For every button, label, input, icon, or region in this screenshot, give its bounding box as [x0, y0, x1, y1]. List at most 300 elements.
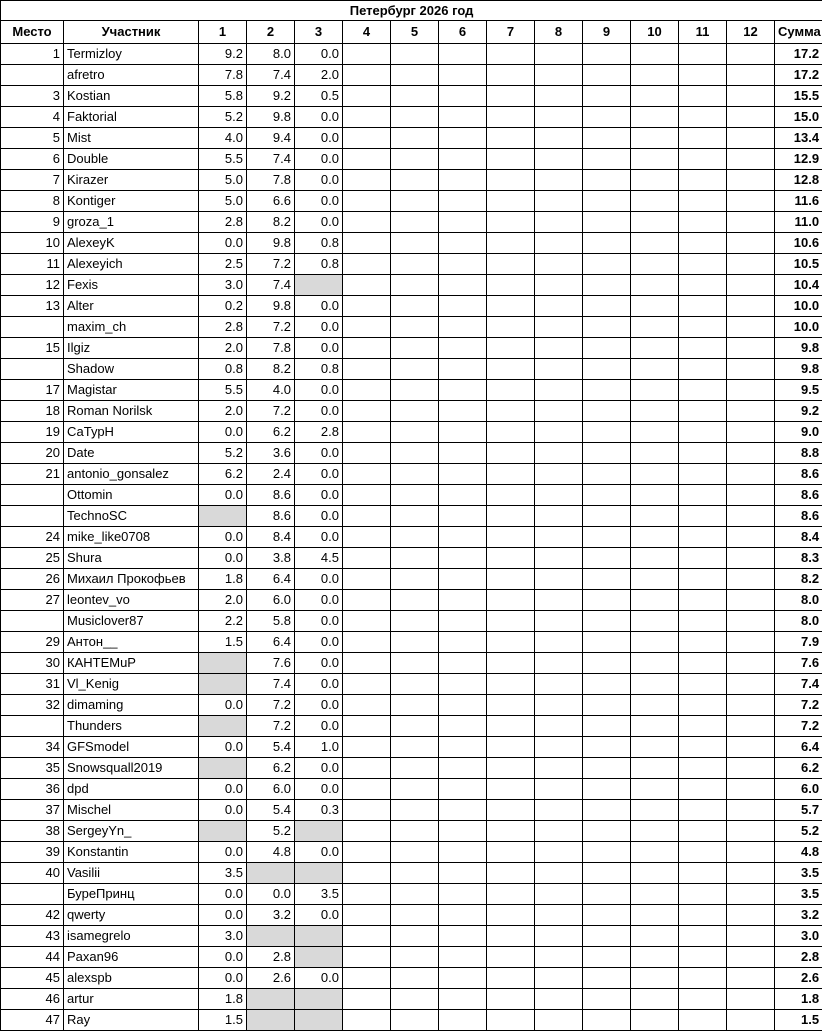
- round-4-cell[interactable]: [343, 506, 391, 527]
- round-11-cell[interactable]: [679, 212, 727, 233]
- round-8-cell[interactable]: [535, 422, 583, 443]
- round-8-cell[interactable]: [535, 44, 583, 65]
- round-9-cell[interactable]: [583, 380, 631, 401]
- round-11-cell[interactable]: [679, 548, 727, 569]
- round-8-cell[interactable]: [535, 275, 583, 296]
- round-7-cell[interactable]: [487, 863, 535, 884]
- round-5-cell[interactable]: [391, 884, 439, 905]
- round-3-cell[interactable]: 0.0: [295, 590, 343, 611]
- round-5-cell[interactable]: [391, 233, 439, 254]
- round-2-cell[interactable]: 7.6: [247, 653, 295, 674]
- round-5-cell[interactable]: [391, 947, 439, 968]
- round-6-cell[interactable]: [439, 632, 487, 653]
- round-12-cell[interactable]: [727, 611, 775, 632]
- round-1-cell[interactable]: 4.0: [199, 128, 247, 149]
- round-9-cell[interactable]: [583, 527, 631, 548]
- round-2-cell[interactable]: 7.8: [247, 338, 295, 359]
- round-9-cell[interactable]: [583, 590, 631, 611]
- participant-cell[interactable]: Антон__: [64, 632, 199, 653]
- round-5-cell[interactable]: [391, 695, 439, 716]
- round-8-cell[interactable]: [535, 254, 583, 275]
- round-10-cell[interactable]: [631, 590, 679, 611]
- round-2-cell[interactable]: 0.0: [247, 884, 295, 905]
- round-10-cell[interactable]: [631, 968, 679, 989]
- round-10-cell[interactable]: [631, 212, 679, 233]
- round-2-cell[interactable]: 7.4: [247, 275, 295, 296]
- round-10-cell[interactable]: [631, 191, 679, 212]
- round-12-cell[interactable]: [727, 128, 775, 149]
- round-11-cell[interactable]: [679, 674, 727, 695]
- round-11-cell[interactable]: [679, 296, 727, 317]
- round-11-cell[interactable]: [679, 401, 727, 422]
- round-9-cell[interactable]: [583, 968, 631, 989]
- round-3-cell[interactable]: 0.0: [295, 905, 343, 926]
- round-6-cell[interactable]: [439, 443, 487, 464]
- round-2-cell[interactable]: 7.8: [247, 170, 295, 191]
- round-11-cell[interactable]: [679, 359, 727, 380]
- place-cell[interactable]: 5: [1, 128, 64, 149]
- round-8-cell[interactable]: [535, 611, 583, 632]
- place-cell[interactable]: 34: [1, 737, 64, 758]
- round-6-cell[interactable]: [439, 527, 487, 548]
- participant-cell[interactable]: Ray: [64, 1010, 199, 1031]
- round-2-cell[interactable]: [247, 926, 295, 947]
- participant-cell[interactable]: maxim_ch: [64, 317, 199, 338]
- round-9-cell[interactable]: [583, 884, 631, 905]
- round-10-cell[interactable]: [631, 527, 679, 548]
- round-1-cell[interactable]: 0.0: [199, 905, 247, 926]
- round-4-cell[interactable]: [343, 86, 391, 107]
- participant-cell[interactable]: dpd: [64, 779, 199, 800]
- round-12-cell[interactable]: [727, 107, 775, 128]
- round-2-cell[interactable]: 6.0: [247, 590, 295, 611]
- round-11-cell[interactable]: [679, 590, 727, 611]
- round-12-cell[interactable]: [727, 506, 775, 527]
- round-10-cell[interactable]: [631, 170, 679, 191]
- round-4-cell[interactable]: [343, 485, 391, 506]
- round-3-cell[interactable]: 0.0: [295, 674, 343, 695]
- round-2-cell[interactable]: 6.6: [247, 191, 295, 212]
- round-10-cell[interactable]: [631, 1010, 679, 1031]
- sum-cell[interactable]: 2.8: [775, 947, 822, 968]
- round-3-cell[interactable]: 0.0: [295, 296, 343, 317]
- round-10-cell[interactable]: [631, 632, 679, 653]
- round-11-cell[interactable]: [679, 254, 727, 275]
- round-8-cell[interactable]: [535, 191, 583, 212]
- round-3-cell[interactable]: [295, 947, 343, 968]
- round-2-cell[interactable]: 6.4: [247, 632, 295, 653]
- round-1-cell[interactable]: 0.8: [199, 359, 247, 380]
- round-7-cell[interactable]: [487, 548, 535, 569]
- round-10-cell[interactable]: [631, 254, 679, 275]
- round-11-cell[interactable]: [679, 485, 727, 506]
- round-7-cell[interactable]: [487, 275, 535, 296]
- round-7-cell[interactable]: [487, 401, 535, 422]
- round-2-cell[interactable]: 8.2: [247, 359, 295, 380]
- round-3-cell[interactable]: 0.0: [295, 380, 343, 401]
- round-12-cell[interactable]: [727, 737, 775, 758]
- round-8-cell[interactable]: [535, 632, 583, 653]
- round-11-cell[interactable]: [679, 926, 727, 947]
- round-6-cell[interactable]: [439, 128, 487, 149]
- round-8-cell[interactable]: [535, 527, 583, 548]
- participant-cell[interactable]: AlexeyK: [64, 233, 199, 254]
- round-6-cell[interactable]: [439, 359, 487, 380]
- round-9-cell[interactable]: [583, 779, 631, 800]
- place-cell[interactable]: 4: [1, 107, 64, 128]
- participant-cell[interactable]: Magistar: [64, 380, 199, 401]
- sum-cell[interactable]: 8.4: [775, 527, 822, 548]
- place-cell[interactable]: 38: [1, 821, 64, 842]
- round-11-cell[interactable]: [679, 317, 727, 338]
- round-2-cell[interactable]: 5.8: [247, 611, 295, 632]
- round-6-cell[interactable]: [439, 695, 487, 716]
- round-5-cell[interactable]: [391, 1010, 439, 1031]
- sum-cell[interactable]: 7.2: [775, 695, 822, 716]
- round-8-cell[interactable]: [535, 695, 583, 716]
- round-10-cell[interactable]: [631, 65, 679, 86]
- round-2-cell[interactable]: 6.4: [247, 569, 295, 590]
- round-3-cell[interactable]: 0.0: [295, 191, 343, 212]
- round-9-cell[interactable]: [583, 422, 631, 443]
- place-cell[interactable]: 29: [1, 632, 64, 653]
- round-5-cell[interactable]: [391, 170, 439, 191]
- round-7-cell[interactable]: [487, 1010, 535, 1031]
- sum-cell[interactable]: 12.9: [775, 149, 822, 170]
- round-2-cell[interactable]: 7.2: [247, 716, 295, 737]
- round-8-cell[interactable]: [535, 737, 583, 758]
- round-10-cell[interactable]: [631, 338, 679, 359]
- round-3-cell[interactable]: [295, 821, 343, 842]
- sum-cell[interactable]: 8.3: [775, 548, 822, 569]
- round-3-cell[interactable]: 0.8: [295, 254, 343, 275]
- participant-cell[interactable]: Termizloy: [64, 44, 199, 65]
- round-10-cell[interactable]: [631, 317, 679, 338]
- sum-cell[interactable]: 15.0: [775, 107, 822, 128]
- round-8-cell[interactable]: [535, 653, 583, 674]
- round-5-cell[interactable]: [391, 338, 439, 359]
- place-cell[interactable]: 31: [1, 674, 64, 695]
- participant-cell[interactable]: Ottomin: [64, 485, 199, 506]
- round-1-cell[interactable]: 5.2: [199, 443, 247, 464]
- round-8-cell[interactable]: [535, 1010, 583, 1031]
- round-1-cell[interactable]: 5.0: [199, 170, 247, 191]
- participant-cell[interactable]: artur: [64, 989, 199, 1010]
- round-12-cell[interactable]: [727, 254, 775, 275]
- round-7-cell[interactable]: [487, 779, 535, 800]
- sum-cell[interactable]: 6.4: [775, 737, 822, 758]
- participant-cell[interactable]: Konstantin: [64, 842, 199, 863]
- round-1-cell[interactable]: 1.5: [199, 1010, 247, 1031]
- round-10-cell[interactable]: [631, 947, 679, 968]
- round-1-cell[interactable]: 2.0: [199, 401, 247, 422]
- round-1-cell[interactable]: 0.0: [199, 779, 247, 800]
- round-7-cell[interactable]: [487, 149, 535, 170]
- round-3-cell[interactable]: 0.0: [295, 611, 343, 632]
- round-5-cell[interactable]: [391, 926, 439, 947]
- sum-cell[interactable]: 9.8: [775, 359, 822, 380]
- round-1-cell[interactable]: 1.8: [199, 569, 247, 590]
- place-cell[interactable]: 19: [1, 422, 64, 443]
- round-4-cell[interactable]: [343, 716, 391, 737]
- round-6-cell[interactable]: [439, 905, 487, 926]
- round-6-cell[interactable]: [439, 86, 487, 107]
- round-9-cell[interactable]: [583, 464, 631, 485]
- round-12-cell[interactable]: [727, 674, 775, 695]
- round-2-cell[interactable]: 3.6: [247, 443, 295, 464]
- round-12-cell[interactable]: [727, 716, 775, 737]
- round-4-cell[interactable]: [343, 989, 391, 1010]
- round-2-cell[interactable]: 6.0: [247, 779, 295, 800]
- round-5-cell[interactable]: [391, 149, 439, 170]
- round-12-cell[interactable]: [727, 464, 775, 485]
- round-11-cell[interactable]: [679, 170, 727, 191]
- round-12-cell[interactable]: [727, 590, 775, 611]
- round-1-cell[interactable]: [199, 674, 247, 695]
- round-2-cell[interactable]: [247, 989, 295, 1010]
- round-5-cell[interactable]: [391, 254, 439, 275]
- round-1-cell[interactable]: 0.0: [199, 800, 247, 821]
- round-4-cell[interactable]: [343, 380, 391, 401]
- round-7-cell[interactable]: [487, 506, 535, 527]
- round-6-cell[interactable]: [439, 800, 487, 821]
- round-11-cell[interactable]: [679, 464, 727, 485]
- round-11-cell[interactable]: [679, 149, 727, 170]
- round-4-cell[interactable]: [343, 527, 391, 548]
- sum-cell[interactable]: 12.8: [775, 170, 822, 191]
- round-1-cell[interactable]: 0.0: [199, 842, 247, 863]
- round-2-cell[interactable]: 9.4: [247, 128, 295, 149]
- round-8-cell[interactable]: [535, 758, 583, 779]
- round-6-cell[interactable]: [439, 716, 487, 737]
- place-cell[interactable]: 27: [1, 590, 64, 611]
- round-7-cell[interactable]: [487, 716, 535, 737]
- round-4-cell[interactable]: [343, 821, 391, 842]
- round-2-cell[interactable]: 7.2: [247, 695, 295, 716]
- round-9-cell[interactable]: [583, 569, 631, 590]
- round-6-cell[interactable]: [439, 44, 487, 65]
- round-6-cell[interactable]: [439, 170, 487, 191]
- round-2-cell[interactable]: 8.4: [247, 527, 295, 548]
- round-4-cell[interactable]: [343, 947, 391, 968]
- place-cell[interactable]: 40: [1, 863, 64, 884]
- round-7-cell[interactable]: [487, 905, 535, 926]
- round-7-cell[interactable]: [487, 107, 535, 128]
- sum-cell[interactable]: 10.0: [775, 296, 822, 317]
- round-5-cell[interactable]: [391, 611, 439, 632]
- sum-cell[interactable]: 15.5: [775, 86, 822, 107]
- round-4-cell[interactable]: [343, 464, 391, 485]
- round-3-cell[interactable]: 0.0: [295, 338, 343, 359]
- round-2-cell[interactable]: 4.8: [247, 842, 295, 863]
- sum-cell[interactable]: 8.6: [775, 506, 822, 527]
- round-6-cell[interactable]: [439, 149, 487, 170]
- place-cell[interactable]: 17: [1, 380, 64, 401]
- round-8-cell[interactable]: [535, 716, 583, 737]
- place-cell[interactable]: 35: [1, 758, 64, 779]
- round-11-cell[interactable]: [679, 821, 727, 842]
- round-9-cell[interactable]: [583, 758, 631, 779]
- round-3-cell[interactable]: 0.0: [295, 779, 343, 800]
- participant-cell[interactable]: Mist: [64, 128, 199, 149]
- round-1-cell[interactable]: 7.8: [199, 65, 247, 86]
- round-5-cell[interactable]: [391, 590, 439, 611]
- round-6-cell[interactable]: [439, 275, 487, 296]
- round-7-cell[interactable]: [487, 611, 535, 632]
- round-5-cell[interactable]: [391, 359, 439, 380]
- sum-cell[interactable]: 1.8: [775, 989, 822, 1010]
- round-11-cell[interactable]: [679, 443, 727, 464]
- round-2-cell[interactable]: 7.2: [247, 401, 295, 422]
- round-6-cell[interactable]: [439, 947, 487, 968]
- round-11-cell[interactable]: [679, 968, 727, 989]
- round-7-cell[interactable]: [487, 737, 535, 758]
- round-4-cell[interactable]: [343, 653, 391, 674]
- round-4-cell[interactable]: [343, 905, 391, 926]
- round-11-cell[interactable]: [679, 716, 727, 737]
- round-11-cell[interactable]: [679, 1010, 727, 1031]
- participant-cell[interactable]: КАНТЕМuР: [64, 653, 199, 674]
- round-11-cell[interactable]: [679, 128, 727, 149]
- round-5-cell[interactable]: [391, 548, 439, 569]
- round-10-cell[interactable]: [631, 128, 679, 149]
- round-10-cell[interactable]: [631, 464, 679, 485]
- round-12-cell[interactable]: [727, 632, 775, 653]
- sum-cell[interactable]: 17.2: [775, 65, 822, 86]
- round-2-cell[interactable]: 3.2: [247, 905, 295, 926]
- round-1-cell[interactable]: 6.2: [199, 464, 247, 485]
- round-5-cell[interactable]: [391, 863, 439, 884]
- round-11-cell[interactable]: [679, 863, 727, 884]
- round-1-cell[interactable]: [199, 653, 247, 674]
- round-6-cell[interactable]: [439, 590, 487, 611]
- participant-cell[interactable]: Shadow: [64, 359, 199, 380]
- round-11-cell[interactable]: [679, 653, 727, 674]
- round-6-cell[interactable]: [439, 758, 487, 779]
- round-6-cell[interactable]: [439, 926, 487, 947]
- round-9-cell[interactable]: [583, 1010, 631, 1031]
- round-8-cell[interactable]: [535, 485, 583, 506]
- round-8-cell[interactable]: [535, 359, 583, 380]
- round-5-cell[interactable]: [391, 107, 439, 128]
- participant-cell[interactable]: Kontiger: [64, 191, 199, 212]
- round-10-cell[interactable]: [631, 548, 679, 569]
- round-6-cell[interactable]: [439, 548, 487, 569]
- round-2-cell[interactable]: 7.2: [247, 317, 295, 338]
- round-12-cell[interactable]: [727, 863, 775, 884]
- round-7-cell[interactable]: [487, 464, 535, 485]
- round-10-cell[interactable]: [631, 485, 679, 506]
- round-4-cell[interactable]: [343, 191, 391, 212]
- round-7-cell[interactable]: [487, 842, 535, 863]
- round-1-cell[interactable]: 5.8: [199, 86, 247, 107]
- round-9-cell[interactable]: [583, 737, 631, 758]
- participant-cell[interactable]: mike_like0708: [64, 527, 199, 548]
- round-3-cell[interactable]: 0.0: [295, 485, 343, 506]
- round-9-cell[interactable]: [583, 191, 631, 212]
- round-7-cell[interactable]: [487, 590, 535, 611]
- round-10-cell[interactable]: [631, 569, 679, 590]
- round-12-cell[interactable]: [727, 422, 775, 443]
- round-12-cell[interactable]: [727, 695, 775, 716]
- round-11-cell[interactable]: [679, 422, 727, 443]
- round-1-cell[interactable]: 5.2: [199, 107, 247, 128]
- round-7-cell[interactable]: [487, 653, 535, 674]
- round-9-cell[interactable]: [583, 254, 631, 275]
- place-cell[interactable]: [1, 716, 64, 737]
- place-cell[interactable]: 26: [1, 569, 64, 590]
- sum-cell[interactable]: 7.4: [775, 674, 822, 695]
- round-12-cell[interactable]: [727, 86, 775, 107]
- round-5-cell[interactable]: [391, 275, 439, 296]
- round-11-cell[interactable]: [679, 737, 727, 758]
- round-8-cell[interactable]: [535, 233, 583, 254]
- round-1-cell[interactable]: 2.8: [199, 212, 247, 233]
- place-cell[interactable]: 47: [1, 1010, 64, 1031]
- round-8-cell[interactable]: [535, 443, 583, 464]
- round-4-cell[interactable]: [343, 884, 391, 905]
- round-5-cell[interactable]: [391, 653, 439, 674]
- round-7-cell[interactable]: [487, 212, 535, 233]
- round-5-cell[interactable]: [391, 842, 439, 863]
- round-12-cell[interactable]: [727, 884, 775, 905]
- round-2-cell[interactable]: [247, 1010, 295, 1031]
- sum-cell[interactable]: 17.2: [775, 44, 822, 65]
- round-7-cell[interactable]: [487, 65, 535, 86]
- round-8-cell[interactable]: [535, 464, 583, 485]
- round-9-cell[interactable]: [583, 443, 631, 464]
- round-5-cell[interactable]: [391, 737, 439, 758]
- round-4-cell[interactable]: [343, 737, 391, 758]
- round-10-cell[interactable]: [631, 716, 679, 737]
- round-4-cell[interactable]: [343, 443, 391, 464]
- participant-cell[interactable]: Михаил Прокофьев: [64, 569, 199, 590]
- round-3-cell[interactable]: 0.0: [295, 464, 343, 485]
- sum-cell[interactable]: 5.7: [775, 800, 822, 821]
- round-10-cell[interactable]: [631, 821, 679, 842]
- round-8-cell[interactable]: [535, 968, 583, 989]
- round-4-cell[interactable]: [343, 968, 391, 989]
- round-4-cell[interactable]: [343, 254, 391, 275]
- round-11-cell[interactable]: [679, 338, 727, 359]
- round-4-cell[interactable]: [343, 695, 391, 716]
- round-2-cell[interactable]: 8.2: [247, 212, 295, 233]
- round-4-cell[interactable]: [343, 212, 391, 233]
- round-9-cell[interactable]: [583, 128, 631, 149]
- round-3-cell[interactable]: 0.0: [295, 569, 343, 590]
- participant-cell[interactable]: leontev_vo: [64, 590, 199, 611]
- round-12-cell[interactable]: [727, 821, 775, 842]
- round-12-cell[interactable]: [727, 170, 775, 191]
- round-4-cell[interactable]: [343, 44, 391, 65]
- round-3-cell[interactable]: 0.0: [295, 170, 343, 191]
- round-4-cell[interactable]: [343, 401, 391, 422]
- round-9-cell[interactable]: [583, 674, 631, 695]
- place-cell[interactable]: 37: [1, 800, 64, 821]
- place-cell[interactable]: [1, 506, 64, 527]
- round-11-cell[interactable]: [679, 275, 727, 296]
- participant-cell[interactable]: dimaming: [64, 695, 199, 716]
- place-cell[interactable]: [1, 359, 64, 380]
- place-cell[interactable]: 8: [1, 191, 64, 212]
- round-1-cell[interactable]: 0.0: [199, 527, 247, 548]
- round-10-cell[interactable]: [631, 863, 679, 884]
- participant-cell[interactable]: alexspb: [64, 968, 199, 989]
- round-9-cell[interactable]: [583, 863, 631, 884]
- sum-cell[interactable]: 7.2: [775, 716, 822, 737]
- place-cell[interactable]: 32: [1, 695, 64, 716]
- round-5-cell[interactable]: [391, 86, 439, 107]
